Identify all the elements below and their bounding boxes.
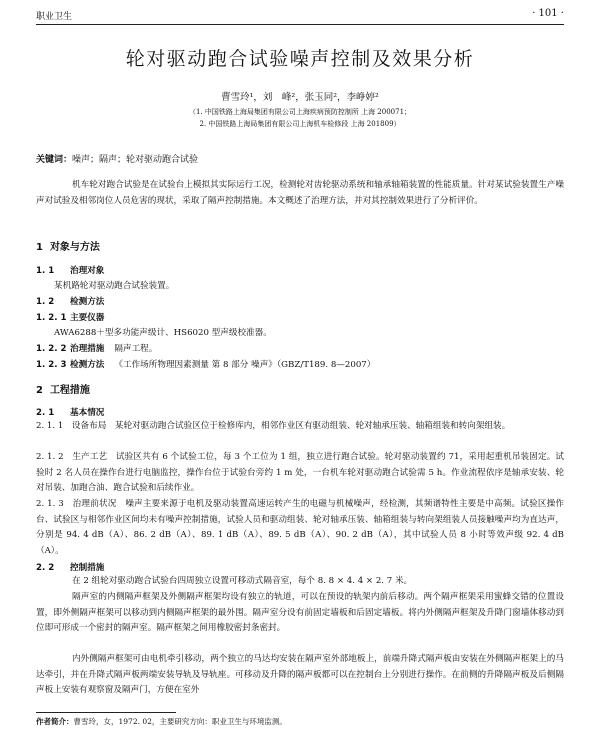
section-2-1-3: 2. 1. 3 治理前状况 噪声主要来源于电机及驱动装置高速运转产生的电磁与机械噪声，经检测，其频谱特性主要是中高频。试验区操作台、试验区与相邻作业区间均未有噪声控制措施，试验人员和驱动组装、轮对轴承压装、轴箱组装与转向架组装人员接触噪声均为直达声，分别是 94. 4 dB（A）、86. 2 dB（A）、89. 1 dB（A）、89. 5 dB（A）、90. 2 dB（A），其中试验人员 8 小时等效声级 92. 4 dB（A）。 [36, 499, 564, 556]
section-1-2-heading: 1. 2 检测方法 [36, 297, 105, 307]
section-1-2-2: 1. 2. 2 治理措施 隔声工程。 [36, 344, 158, 354]
running-header [36, 6, 564, 25]
section-1-2-1-text: AWA6288＋型多功能声级计、HS6020 型声级校准器。 [54, 328, 272, 338]
section-1-2-1-heading: 1. 2. 1 主要仪器 [36, 313, 105, 323]
author-footnote [36, 716, 287, 727]
section-1-1-heading: 1. 1 治理对象 [36, 266, 105, 276]
section-2-2-para-3: 内外侧隔声框架可由电机牵引移动，两个独立的马达均安装在隔声室外部地板上，前端升降式隔声板由安装在外侧隔声框架上的马达牵引，并在升降式隔声板两端安装导轨及导轨座。可移动及升降的隔声板都可以在控制台上分别进行操作。在前侧的升降隔声板及后侧隔声板上安装有观察窗及隔声门，方便在室外 [36, 654, 564, 695]
footnote-label: 作者简介： [36, 717, 74, 726]
footnote-divider [36, 712, 176, 713]
section-2-2-para-1: 在 2 组轮对驱动跑合试验台四周独立设置可移动式隔音室，每个 8. 8 × 4. 4 × 2. 7 米。 [72, 576, 413, 586]
section-1-1-text: 某机路轮对驱动跑合试验装置。 [54, 281, 175, 291]
section-2-1-1: 2. 1. 1 设备布局 某轮对驱动跑合试验区位于检修库内，相邻作业区有驱动组装、轮对轴承压装、轴箱组装和转向架组装。 [36, 421, 511, 431]
keywords [36, 152, 198, 165]
section-2-2-heading: 2. 2 控制措施 [36, 563, 105, 573]
section-2-heading: 2 工程措施 [36, 385, 90, 396]
journal-name: 职业卫生 [36, 12, 73, 22]
keywords-text: 噪声；隔声；轮对驱动跑合试验 [72, 155, 199, 165]
abstract: 机车轮对跑合试验是在试验台上模拟其实际运行工况，检测轮对齿轮驱动系统和轴承轴箱装置的性能质量。针对某试验装置生产噪声对试验及相邻岗位人员危害的现状，采取了隔声控制措施。本文概述了治理方法，并对其控制效果进行了分析评价。 [36, 180, 564, 206]
author-list: 曹雪玲¹，刘 峰²，张玉同²，李峥婷² [221, 92, 379, 103]
affiliation-1: （1. 中国铁路上海局集团有限公司上海疾病预防控制所 上海 200071； [188, 108, 412, 116]
section-2-1-2: 2. 1. 2 生产工艺 试验区共有 6 个试验工位，每 3 个工位为 1 组，独立进行跑合试验。轮对驱动装置约 71，采用起重机吊装固定。试验时 2 名人员在操作台进行电脑监控，操作台位于试验台旁约 1 m 处，一台机车轮对驱动跑合试验需 5 h。作业流程依序是轴承安装、轮对吊装、加跑合油、跑合试验和后续作业。 [36, 452, 564, 493]
affiliation-2: 2. 中国铁路上海局集团有限公司上海机车检修段 上海 201809） [199, 120, 401, 128]
section-1-2-3: 1. 2. 3 检测方法 《工作场所物理因素测量 第 8 部分 噪声》（GBZ/T189. 8—2007） [36, 360, 376, 370]
footnote-text: 曹雪玲，女，1972. 02，主要研究方向：职业卫生与环境监测。 [73, 717, 287, 726]
keywords-label: 关键词： [36, 155, 73, 165]
section-2-2-para-2: 隔声室的内侧隔声框架及外侧隔声框架均设有独立的轨道，可以在预设的轨架内前后移动。两个隔声框架采用蜜蜂交错的位置设置，即外侧隔声框架可以移动到内侧隔声框架的最外围。隔声室分设有前固定墙板和后固定墙板。将内外侧隔声框架及升降门窗墙体移动到位即可形成一个密封的隔声室。隔声框架之间用橡胶密封条密封。 [36, 592, 564, 633]
paper-title: 轮对驱动跑合试验噪声控制及效果分析 [125, 48, 475, 70]
section-1-heading: 1 对象与方法 [36, 242, 100, 253]
page-number: · 101 · [532, 8, 564, 19]
section-2-1-heading: 2. 1 基本情况 [36, 408, 105, 418]
